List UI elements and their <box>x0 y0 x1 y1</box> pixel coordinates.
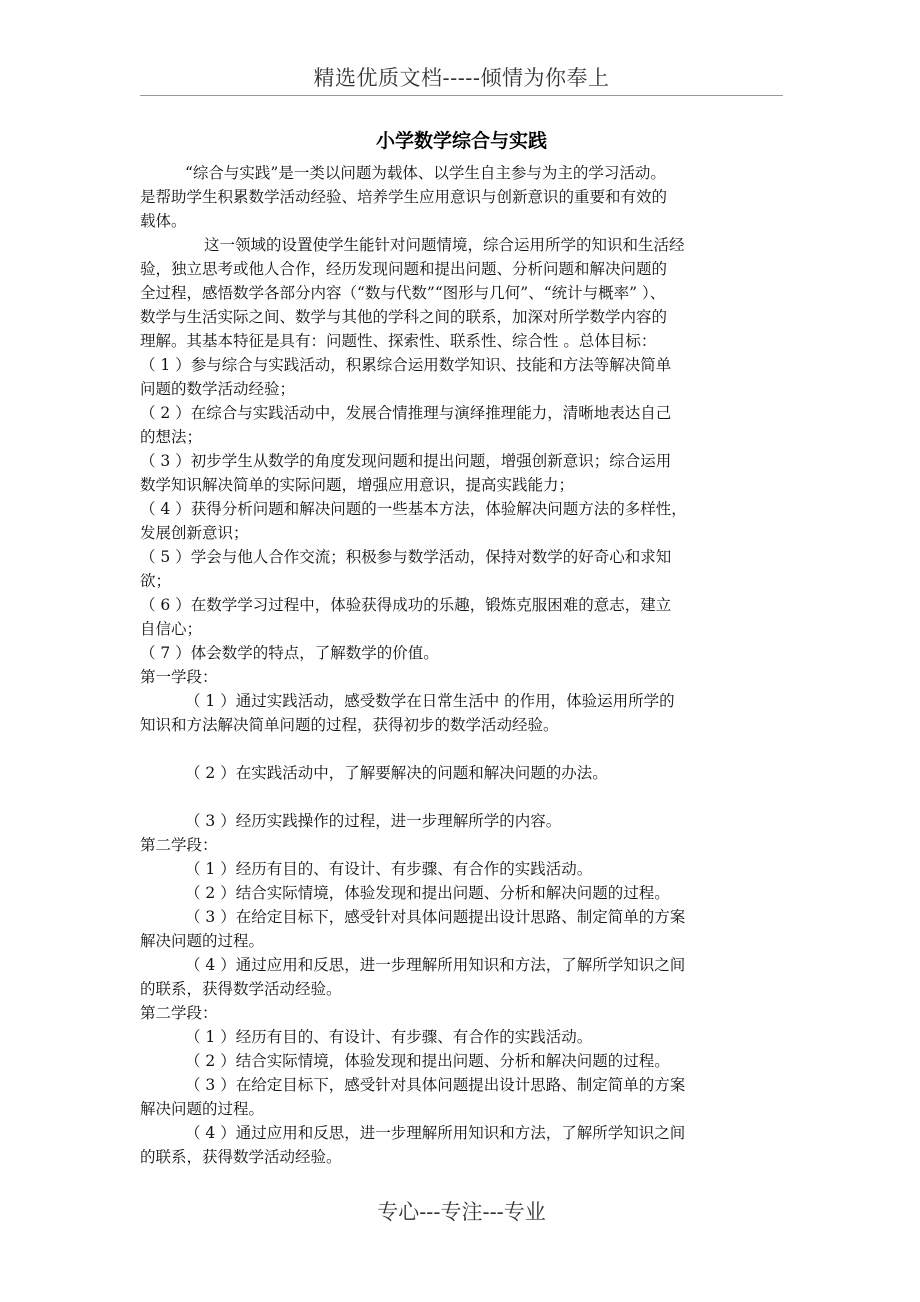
page-header: 精选优质文档-----倾情为你奉上 <box>313 66 610 90</box>
stage-heading: 第二学段： <box>140 1004 218 1022</box>
header-divider <box>140 95 783 96</box>
stage-item: （ 4 ）通过应用和反思，进一步理解所用知识和方法，了解所学知识之间 <box>185 956 686 974</box>
goal-line: （ 2 ）在综合与实践活动中，发展合情推理与演绎推理能力，清晰地表达自己 <box>140 404 672 422</box>
goal-line: （ 1 ）参与综合与实践活动，积累综合运用数学知识、技能和方法等解决简单 <box>140 356 672 374</box>
stage-item: （ 1 ）经历有目的、有设计、有步骤、有合作的实践活动。 <box>185 860 593 878</box>
paragraph-line: 数学与生活实际之间、数学与其他的学科之间的联系，加深对所学数学内容的 <box>140 308 668 326</box>
stage-heading: 第二学段： <box>140 836 218 854</box>
goal-line: （ 5 ）学会与他人合作交流；积极参与数学活动，保持对数学的好奇心和求知 <box>140 548 672 566</box>
goal-line: （ 6 ）在数学学习过程中，体验获得成功的乐趣，锻炼克服困难的意志，建立 <box>140 596 672 614</box>
stage-item: 解决问题的过程。 <box>140 932 265 950</box>
goal-line: （ 3 ）初步学生从数学的角度发现问题和提出问题，增强创新意识；综合运用 <box>140 452 672 470</box>
goal-line: 自信心； <box>140 620 203 638</box>
goal-line: 发展创新意识； <box>140 524 249 542</box>
stage-item: （ 1 ）经历有目的、有设计、有步骤、有合作的实践活动。 <box>185 1028 593 1046</box>
stage-item: 知识和方法解决简单问题的过程，获得初步的数学活动经验。 <box>140 716 559 734</box>
stage-item: （ 2 ）结合实际情境，体验发现和提出问题、分析和解决问题的过程。 <box>185 884 670 902</box>
intro-line: “综合与实践”是一类以问题为载体、以学生自主参与为主的学习活动。 <box>185 164 666 182</box>
stage-item: 解决问题的过程。 <box>140 1100 265 1118</box>
document-body <box>140 161 783 1169</box>
stage-item: （ 3 ）在给定目标下，感受针对具体问题提出设计思路、制定简单的方案 <box>185 1076 686 1094</box>
blank-line <box>140 785 783 809</box>
blank-line <box>140 737 783 761</box>
page-footer: 专心---专注---专业 <box>377 1200 546 1224</box>
document-title: 小学数学综合与实践 <box>375 130 547 152</box>
goal-line: （ 7 ）体会数学的特点，了解数学的价值。 <box>140 644 439 662</box>
stage-item: （ 3 ）在给定目标下，感受针对具体问题提出设计思路、制定简单的方案 <box>185 908 686 926</box>
paragraph-line: 验，独立思考或他人合作，经历发现问题和提出问题、分析问题和解决问题的 <box>140 260 668 278</box>
stage-item: （ 4 ）通过应用和反思，进一步理解所用知识和方法，了解所学知识之间 <box>185 1124 686 1142</box>
paragraph-line: 这一领域的设置使学生能针对问题情境，综合运用所学的知识和生活经 <box>204 236 685 254</box>
stage-item: 的联系，获得数学活动经验。 <box>140 1148 342 1166</box>
paragraph-line: 全过程，感悟数学各部分内容（“数与代数”“图形与几何”、“统计与概率” ）、 <box>140 284 666 302</box>
stage-heading: 第一学段： <box>140 668 218 686</box>
stage-item: （ 2 ）结合实际情境，体验发现和提出问题、分析和解决问题的过程。 <box>185 1052 670 1070</box>
goal-line: 问题的数学活动经验； <box>140 380 296 398</box>
stage-item: （ 3 ）经历实践操作的过程，进一步理解所学的内容。 <box>185 812 562 830</box>
intro-line: 载体。 <box>140 212 187 230</box>
stage-item: 的联系，获得数学活动经验。 <box>140 980 342 998</box>
goal-line: 数学知识解决简单的实际问题，增强应用意识，提高实践能力； <box>140 476 575 494</box>
intro-line: 是帮助学生积累数学活动经验、培养学生应用意识与创新意识的重要和有效的 <box>140 188 668 206</box>
goal-line: 的想法； <box>140 428 203 446</box>
goal-line: （ 4 ）获得分析问题和解决问题的一些基本方法，体验解决问题方法的多样性， <box>140 500 687 518</box>
goal-line: 欲； <box>140 572 172 590</box>
stage-item: （ 2 ）在实践活动中，了解要解决的问题和解决问题的办法。 <box>185 764 608 782</box>
stage-item: （ 1 ）通过实践活动，感受数学在日常生活中 的作用，体验运用所学的 <box>185 692 675 710</box>
paragraph-line: 理解。其基本特征是具有：问题性、探索性、联系性、综合性 。总体目标： <box>140 332 657 350</box>
